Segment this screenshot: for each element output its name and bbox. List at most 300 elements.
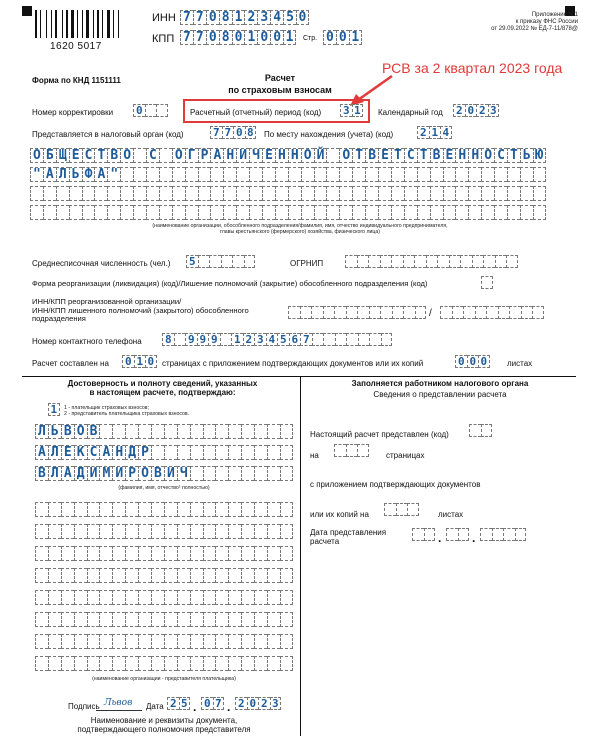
org-name-line1-cell[interactable]: Н: [288, 148, 301, 163]
org-name-line4-cell[interactable]: [185, 205, 198, 220]
org-name-line4[interactable]: [30, 205, 546, 220]
org-name-line3-cell[interactable]: [301, 186, 314, 201]
patronymic-field-cell[interactable]: И: [87, 466, 100, 481]
rep-org-line2-cell[interactable]: [35, 524, 48, 539]
rep-org-line8-cell[interactable]: [35, 656, 48, 671]
org-name-line1-cell[interactable]: [159, 148, 172, 163]
ogrnip-field-cell[interactable]: [483, 255, 495, 268]
submitted-pages-field-cell[interactable]: [346, 444, 358, 457]
reorg-inn-field[interactable]: [288, 306, 426, 319]
org-name-line4-cell[interactable]: [94, 205, 107, 220]
org-name-line2-cell[interactable]: [262, 167, 275, 182]
org-name-line1-cell[interactable]: Ь: [520, 148, 533, 163]
page-number-field[interactable]: [323, 30, 362, 45]
rep-org-line2-cell[interactable]: [125, 524, 138, 539]
surname-field-cell[interactable]: [228, 424, 241, 439]
first-name-field-cell[interactable]: [164, 445, 177, 460]
rep-org-line5-cell[interactable]: [48, 590, 61, 605]
first-name-field-cell[interactable]: С: [87, 445, 100, 460]
org-name-line2-cell[interactable]: [314, 167, 327, 182]
reorg-inn-field-cell[interactable]: [288, 306, 300, 319]
phone-field-cell[interactable]: 2: [243, 333, 255, 346]
rep-org-line8-cell[interactable]: [267, 656, 280, 671]
phone-field-cell[interactable]: [174, 333, 186, 346]
rep-org-line6-cell[interactable]: [138, 612, 151, 627]
org-name-line2-cell[interactable]: [365, 167, 378, 182]
first-name-field-cell[interactable]: [190, 445, 203, 460]
org-name-line1-cell[interactable]: В: [365, 148, 378, 163]
rep-org-line4-cell[interactable]: [267, 568, 280, 583]
rep-org-line4-cell[interactable]: [35, 568, 48, 583]
phone-field-cell[interactable]: 9: [197, 333, 209, 346]
surname-field-cell[interactable]: [112, 424, 125, 439]
kpp-field[interactable]: [180, 30, 296, 45]
rep-org-line7-cell[interactable]: [125, 634, 138, 649]
rep-org-line3-cell[interactable]: [48, 546, 61, 561]
kpp-field-cell[interactable]: 0: [206, 30, 219, 45]
org-name-line1-cell[interactable]: Щ: [56, 148, 69, 163]
copies-sheets-field-cell[interactable]: [396, 503, 408, 516]
rep-org-line7-cell[interactable]: [35, 634, 48, 649]
phone-field-cell[interactable]: 6: [289, 333, 301, 346]
rep-org-line3-cell[interactable]: [164, 546, 177, 561]
date-year-field-cell[interactable]: 0: [247, 697, 259, 710]
kpp-field-cell[interactable]: 8: [219, 30, 232, 45]
rep-org-line1-cell[interactable]: [61, 502, 74, 517]
rep-org-line3-cell[interactable]: [215, 546, 228, 561]
org-name-line2-cell[interactable]: [533, 167, 546, 182]
org-name-line3-cell[interactable]: [94, 186, 107, 201]
org-name-line1-cell[interactable]: Р: [198, 148, 211, 163]
org-name-line4-cell[interactable]: [430, 205, 443, 220]
rep-org-line8-cell[interactable]: [228, 656, 241, 671]
org-name-line2-cell[interactable]: [301, 167, 314, 182]
rep-org-line6-cell[interactable]: [99, 612, 112, 627]
org-name-line2-cell[interactable]: [494, 167, 507, 182]
rep-org-line1-cell[interactable]: [177, 502, 190, 517]
submitted-pages-field-cell[interactable]: [357, 444, 369, 457]
location-field-cell[interactable]: 4: [440, 126, 452, 139]
org-name-line4-cell[interactable]: [56, 205, 69, 220]
reorg-inn-field-cell[interactable]: [369, 306, 381, 319]
rep-org-line8-cell[interactable]: [177, 656, 190, 671]
rep-org-line8-cell[interactable]: [61, 656, 74, 671]
phone-field-cell[interactable]: [312, 333, 324, 346]
org-name-line1-cell[interactable]: Е: [69, 148, 82, 163]
reorg-kpp-field[interactable]: [440, 306, 544, 319]
reorg-form-field[interactable]: [481, 276, 493, 289]
rep-org-line2-cell[interactable]: [112, 524, 125, 539]
rep-org-line2-cell[interactable]: [99, 524, 112, 539]
reorg-kpp-field-cell[interactable]: [452, 306, 464, 319]
rep-org-line7-cell[interactable]: [164, 634, 177, 649]
rep-org-line8-cell[interactable]: [190, 656, 203, 671]
rep-org-line1-cell[interactable]: [151, 502, 164, 517]
rep-org-line4-cell[interactable]: [241, 568, 254, 583]
org-name-line3-cell[interactable]: [262, 186, 275, 201]
rep-org-line8-cell[interactable]: [125, 656, 138, 671]
submitted-pages-field[interactable]: [334, 444, 369, 457]
org-name-line2-cell[interactable]: [326, 167, 339, 182]
rep-org-line1-cell[interactable]: [280, 502, 293, 517]
first-name-field-cell[interactable]: [215, 445, 228, 460]
rep-org-line5-cell[interactable]: [241, 590, 254, 605]
org-name-line3-cell[interactable]: [159, 186, 172, 201]
rep-org-line2-cell[interactable]: [87, 524, 100, 539]
surname-field-cell[interactable]: [203, 424, 216, 439]
ogrnip-field-cell[interactable]: [495, 255, 507, 268]
org-name-line2-cell[interactable]: ": [30, 167, 43, 182]
phone-field-cell[interactable]: [323, 333, 335, 346]
rep-org-line3-cell[interactable]: [267, 546, 280, 561]
rep-org-line1-cell[interactable]: [190, 502, 203, 517]
inn-field-cell[interactable]: 2: [244, 10, 257, 25]
org-name-line4-cell[interactable]: [468, 205, 481, 220]
org-name-line2-cell[interactable]: [223, 167, 236, 182]
reorg-inn-field-cell[interactable]: [323, 306, 335, 319]
phone-field-cell[interactable]: 5: [277, 333, 289, 346]
inn-field-cell[interactable]: 0: [296, 10, 309, 25]
reorg-inn-field-cell[interactable]: [415, 306, 427, 319]
org-name-line3-cell[interactable]: [210, 186, 223, 201]
rep-org-line3-cell[interactable]: [241, 546, 254, 561]
org-name-line1-cell[interactable]: В: [107, 148, 120, 163]
org-name-line1-cell[interactable]: Т: [507, 148, 520, 163]
phone-field-cell[interactable]: 9: [185, 333, 197, 346]
surname-field-cell[interactable]: В: [61, 424, 74, 439]
rep-org-line6-cell[interactable]: [112, 612, 125, 627]
org-name-line4-cell[interactable]: [326, 205, 339, 220]
rep-org-line7-cell[interactable]: [215, 634, 228, 649]
org-name-line3-cell[interactable]: [417, 186, 430, 201]
patronymic-field-cell[interactable]: И: [164, 466, 177, 481]
rep-org-line1-cell[interactable]: [254, 502, 267, 517]
org-name-line3-cell[interactable]: [326, 186, 339, 201]
org-name-line3-cell[interactable]: [69, 186, 82, 201]
rep-org-line3-cell[interactable]: [87, 546, 100, 561]
phone-field-cell[interactable]: 3: [254, 333, 266, 346]
rep-org-line3-cell[interactable]: [99, 546, 112, 561]
org-name-line1-cell[interactable]: Е: [443, 148, 456, 163]
org-name-line3-cell[interactable]: [146, 186, 159, 201]
copies-field-cell[interactable]: 0: [478, 355, 490, 368]
org-name-line2-cell[interactable]: [275, 167, 288, 182]
rep-org-line3-cell[interactable]: [190, 546, 203, 561]
org-name-line3-cell[interactable]: [455, 186, 468, 201]
org-name-line2-cell[interactable]: Л: [56, 167, 69, 182]
rep-org-line3-cell[interactable]: [203, 546, 216, 561]
org-name-line4-cell[interactable]: [275, 205, 288, 220]
org-name-line2-cell[interactable]: [339, 167, 352, 182]
rep-org-line2-cell[interactable]: [280, 524, 293, 539]
org-name-line3-cell[interactable]: [494, 186, 507, 201]
org-name-line2-cell[interactable]: [430, 167, 443, 182]
rep-org-line6-cell[interactable]: [267, 612, 280, 627]
patronymic-field[interactable]: [35, 466, 293, 481]
kpp-field-cell[interactable]: 1: [244, 30, 257, 45]
phone-field-cell[interactable]: [381, 333, 393, 346]
rep-org-line8-cell[interactable]: [74, 656, 87, 671]
surname-field[interactable]: [35, 424, 293, 439]
submission-year-field[interactable]: [480, 528, 526, 541]
org-name-line3-cell[interactable]: [339, 186, 352, 201]
org-name-line3-cell[interactable]: [249, 186, 262, 201]
rep-org-line5-cell[interactable]: [61, 590, 74, 605]
rep-org-line5-cell[interactable]: [190, 590, 203, 605]
rep-org-line4-cell[interactable]: [280, 568, 293, 583]
reorg-kpp-field-cell[interactable]: [509, 306, 521, 319]
org-name-line3-cell[interactable]: [481, 186, 494, 201]
rep-org-line1-cell[interactable]: [99, 502, 112, 517]
submission-month-field[interactable]: [446, 528, 469, 541]
rep-org-line6-cell[interactable]: [48, 612, 61, 627]
org-name-line2-cell[interactable]: [120, 167, 133, 182]
rep-org-line4-cell[interactable]: [99, 568, 112, 583]
first-name-field-cell[interactable]: [280, 445, 293, 460]
pages-field-cell[interactable]: 1: [134, 355, 146, 368]
patronymic-field-cell[interactable]: И: [112, 466, 125, 481]
rep-org-line7-cell[interactable]: [138, 634, 151, 649]
org-name-line4-cell[interactable]: [223, 205, 236, 220]
org-name-line4-cell[interactable]: [314, 205, 327, 220]
rep-org-line6-cell[interactable]: [61, 612, 74, 627]
ogrnip-field-cell[interactable]: [437, 255, 449, 268]
patronymic-field-cell[interactable]: [215, 466, 228, 481]
rep-org-line2-cell[interactable]: [138, 524, 151, 539]
org-name-line1-cell[interactable]: С: [146, 148, 159, 163]
ogrnip-field-cell[interactable]: [506, 255, 518, 268]
org-name-line3-cell[interactable]: [365, 186, 378, 201]
rep-org-line6-cell[interactable]: [280, 612, 293, 627]
rep-org-line6-cell[interactable]: [215, 612, 228, 627]
patronymic-field-cell[interactable]: [241, 466, 254, 481]
patronymic-field-cell[interactable]: [254, 466, 267, 481]
patronymic-field-cell[interactable]: [190, 466, 203, 481]
org-name-line1-cell[interactable]: И: [236, 148, 249, 163]
reorg-inn-field-cell[interactable]: [392, 306, 404, 319]
surname-field-cell[interactable]: [164, 424, 177, 439]
org-name-line4-cell[interactable]: [507, 205, 520, 220]
rep-org-line1-cell[interactable]: [203, 502, 216, 517]
org-name-line1-cell[interactable]: С: [494, 148, 507, 163]
submission-day-field[interactable]: [412, 528, 435, 541]
rep-org-line1-cell[interactable]: [138, 502, 151, 517]
headcount-field-cell[interactable]: [198, 255, 210, 268]
patronymic-field-cell[interactable]: [228, 466, 241, 481]
org-name-line1-cell[interactable]: Н: [455, 148, 468, 163]
org-name-line4-cell[interactable]: [404, 205, 417, 220]
patronymic-field-cell[interactable]: [267, 466, 280, 481]
rep-org-line8-cell[interactable]: [254, 656, 267, 671]
kpp-field-cell[interactable]: 0: [270, 30, 283, 45]
date-year-field-cell[interactable]: 3: [270, 697, 282, 710]
rep-org-line5-cell[interactable]: [267, 590, 280, 605]
org-name-line2-cell[interactable]: А: [43, 167, 56, 182]
rep-org-line8-cell[interactable]: [48, 656, 61, 671]
org-name-line3-cell[interactable]: [56, 186, 69, 201]
phone-field-cell[interactable]: 9: [208, 333, 220, 346]
reorg-inn-field-cell[interactable]: [334, 306, 346, 319]
rep-org-line4-cell[interactable]: [190, 568, 203, 583]
surname-field-cell[interactable]: [138, 424, 151, 439]
submitted-code-field-cell[interactable]: [481, 424, 493, 437]
rep-org-line7-cell[interactable]: [241, 634, 254, 649]
date-day-field[interactable]: [167, 697, 190, 710]
first-name-field-cell[interactable]: [267, 445, 280, 460]
org-name-line1-cell[interactable]: Т: [352, 148, 365, 163]
org-name-line2[interactable]: [30, 167, 546, 182]
rep-org-line1[interactable]: [35, 502, 293, 517]
org-name-line1-cell[interactable]: О: [120, 148, 133, 163]
rep-org-line6-cell[interactable]: [151, 612, 164, 627]
rep-org-line2-cell[interactable]: [228, 524, 241, 539]
org-name-line1-cell[interactable]: О: [172, 148, 185, 163]
first-name-field-cell[interactable]: [177, 445, 190, 460]
org-name-line1-cell[interactable]: Е: [262, 148, 275, 163]
ogrnip-field-cell[interactable]: [472, 255, 484, 268]
reorg-inn-field-cell[interactable]: [300, 306, 312, 319]
copies-field-cell[interactable]: 0: [467, 355, 479, 368]
kpp-field-cell[interactable]: 0: [257, 30, 270, 45]
submitted-pages-field-cell[interactable]: [334, 444, 346, 457]
org-name-line4-cell[interactable]: [494, 205, 507, 220]
reorg-kpp-field-cell[interactable]: [498, 306, 510, 319]
org-name-line3-cell[interactable]: [198, 186, 211, 201]
org-name-line3-cell[interactable]: [314, 186, 327, 201]
patronymic-field-cell[interactable]: О: [138, 466, 151, 481]
rep-org-line1-cell[interactable]: [112, 502, 125, 517]
rep-org-line3-cell[interactable]: [125, 546, 138, 561]
submission-day-field-cell[interactable]: [412, 528, 424, 541]
submission-year-field-cell[interactable]: [503, 528, 515, 541]
rep-org-line8-cell[interactable]: [112, 656, 125, 671]
org-name-line3[interactable]: [30, 186, 546, 201]
first-name-field-cell[interactable]: Р: [138, 445, 151, 460]
rep-org-line1-cell[interactable]: [215, 502, 228, 517]
patronymic-field-cell[interactable]: А: [61, 466, 74, 481]
submission-day-field-cell[interactable]: [424, 528, 436, 541]
reorg-kpp-field-cell[interactable]: [486, 306, 498, 319]
surname-field-cell[interactable]: [190, 424, 203, 439]
org-name-line4-cell[interactable]: [365, 205, 378, 220]
headcount-field-cell[interactable]: [209, 255, 221, 268]
org-name-line3-cell[interactable]: [82, 186, 95, 201]
first-name-field-cell[interactable]: А: [99, 445, 112, 460]
first-name-field[interactable]: [35, 445, 293, 460]
org-name-line2-cell[interactable]: ": [107, 167, 120, 182]
rep-org-line5-cell[interactable]: [99, 590, 112, 605]
org-name-line3-cell[interactable]: [520, 186, 533, 201]
surname-field-cell[interactable]: [267, 424, 280, 439]
inn-field-cell[interactable]: 4: [270, 10, 283, 25]
inn-field-cell[interactable]: 7: [180, 10, 193, 25]
org-name-line1-cell[interactable]: Б: [43, 148, 56, 163]
rep-org-line1-cell[interactable]: [241, 502, 254, 517]
phone-field-cell[interactable]: 4: [266, 333, 278, 346]
first-name-field-cell[interactable]: [151, 445, 164, 460]
org-name-line1-cell[interactable]: Т: [417, 148, 430, 163]
rep-org-line5-cell[interactable]: [228, 590, 241, 605]
surname-field-cell[interactable]: [151, 424, 164, 439]
rep-org-line2-cell[interactable]: [190, 524, 203, 539]
rep-org-line7-cell[interactable]: [74, 634, 87, 649]
surname-field-cell[interactable]: О: [74, 424, 87, 439]
org-name-line4-cell[interactable]: [43, 205, 56, 220]
org-name-line2-cell[interactable]: Ф: [82, 167, 95, 182]
inn-field[interactable]: [180, 10, 309, 25]
rep-org-line4-cell[interactable]: [112, 568, 125, 583]
org-name-line2-cell[interactable]: [507, 167, 520, 182]
rep-org-line1-cell[interactable]: [228, 502, 241, 517]
org-name-line1-cell[interactable]: В: [430, 148, 443, 163]
reorg-kpp-field-cell[interactable]: [532, 306, 544, 319]
org-name-line4-cell[interactable]: [520, 205, 533, 220]
reorg-inn-field-cell[interactable]: [403, 306, 415, 319]
rep-org-line2-cell[interactable]: [177, 524, 190, 539]
submission-year-field-cell[interactable]: [515, 528, 527, 541]
location-field-cell[interactable]: 1: [429, 126, 441, 139]
org-name-line1-cell[interactable]: А: [210, 148, 223, 163]
rep-org-line2-cell[interactable]: [215, 524, 228, 539]
org-name-line2-cell[interactable]: [378, 167, 391, 182]
rep-org-line7-cell[interactable]: [267, 634, 280, 649]
first-name-field-cell[interactable]: [241, 445, 254, 460]
surname-field-cell[interactable]: [177, 424, 190, 439]
org-name-line4-cell[interactable]: [159, 205, 172, 220]
org-name-line4-cell[interactable]: [352, 205, 365, 220]
org-name-line2-cell[interactable]: [455, 167, 468, 182]
rep-org-line8-cell[interactable]: [215, 656, 228, 671]
org-name-line4-cell[interactable]: [30, 205, 43, 220]
org-name-line4-cell[interactable]: [210, 205, 223, 220]
org-name-line4-cell[interactable]: [443, 205, 456, 220]
pages-field[interactable]: [122, 355, 157, 368]
rep-org-line3-cell[interactable]: [151, 546, 164, 561]
surname-field-cell[interactable]: [215, 424, 228, 439]
inn-field-cell[interactable]: 3: [257, 10, 270, 25]
org-name-line1-cell[interactable]: О: [301, 148, 314, 163]
org-name-line3-cell[interactable]: [107, 186, 120, 201]
submitted-code-field[interactable]: [469, 424, 492, 437]
reorg-kpp-field-cell[interactable]: [475, 306, 487, 319]
rep-org-line2-cell[interactable]: [48, 524, 61, 539]
rep-org-line6-cell[interactable]: [74, 612, 87, 627]
org-name-line2-cell[interactable]: Ь: [69, 167, 82, 182]
rep-org-line4-cell[interactable]: [138, 568, 151, 583]
rep-org-line6-cell[interactable]: [177, 612, 190, 627]
rep-org-line6[interactable]: [35, 612, 293, 627]
rep-org-line3-cell[interactable]: [280, 546, 293, 561]
org-name-line2-cell[interactable]: [520, 167, 533, 182]
rep-org-line8-cell[interactable]: [280, 656, 293, 671]
year-field-cell[interactable]: 2: [453, 104, 465, 117]
rep-org-line7-cell[interactable]: [254, 634, 267, 649]
rep-org-line5-cell[interactable]: [215, 590, 228, 605]
first-name-field-cell[interactable]: А: [35, 445, 48, 460]
org-name-line1-cell[interactable]: Ч: [249, 148, 262, 163]
rep-org-line5-cell[interactable]: [35, 590, 48, 605]
rep-org-line5-cell[interactable]: [254, 590, 267, 605]
rep-org-line3-cell[interactable]: [35, 546, 48, 561]
patronymic-field-cell[interactable]: В: [35, 466, 48, 481]
kpp-field-cell[interactable]: 0: [232, 30, 245, 45]
rep-org-line5-cell[interactable]: [280, 590, 293, 605]
org-name-line4-cell[interactable]: [301, 205, 314, 220]
rep-org-line5-cell[interactable]: [177, 590, 190, 605]
patronymic-field-cell[interactable]: Л: [48, 466, 61, 481]
rep-org-line5-cell[interactable]: [112, 590, 125, 605]
inn-field-cell[interactable]: 8: [219, 10, 232, 25]
